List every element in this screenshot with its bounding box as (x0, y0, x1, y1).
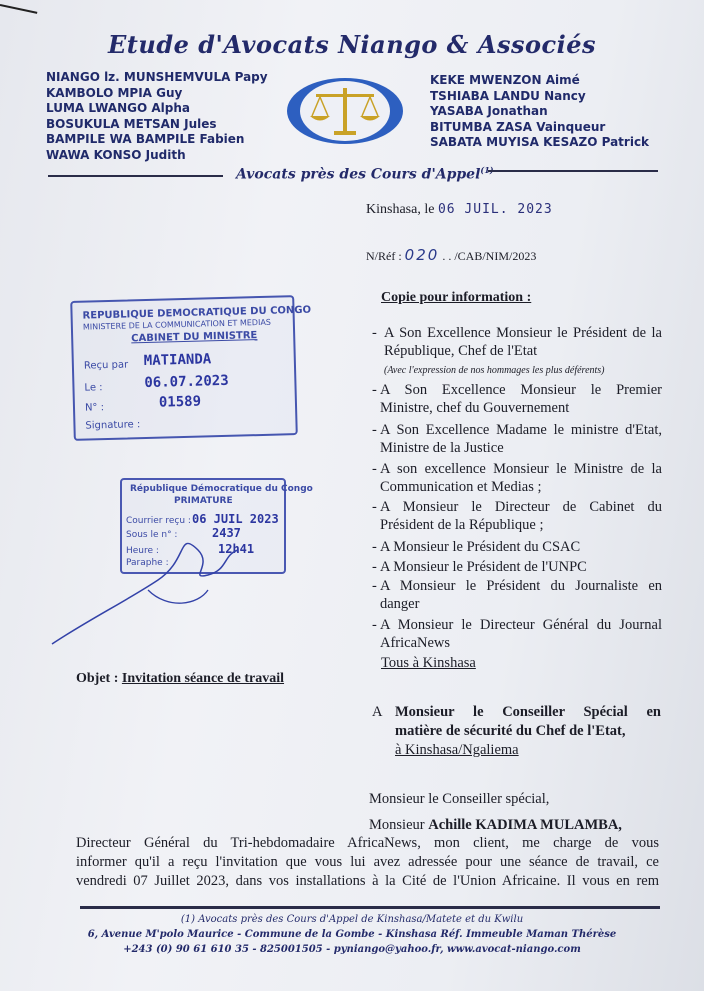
addressee-prefix: A (372, 704, 383, 720)
recipient-item: - A Son Excellence Monsieur le Premier Ministre, chef du Gouvernement (372, 382, 662, 416)
recipient-item: - A Son Excellence Madame le ministre d'Etat, Ministre de la Justice (372, 422, 662, 456)
edge-mark (0, 4, 37, 14)
addressee-line: matière de sécurité du Chef de l'Etat, (395, 723, 626, 739)
body-line-3: informer qu'il a reçu l'invitation que vous lui avez adressée pour une séance de travail, ce (76, 854, 659, 870)
footer-line-2: 6, Avenue M'polo Maurice - Commune de la Gombe - Kinshasa Réf. Immeuble Maman Thérèse (87, 929, 617, 940)
date-line (366, 202, 553, 218)
addressee-line: à Kinshasa/Ngaliema (395, 742, 519, 758)
stamp-sous-label: Sous le n° : (126, 530, 178, 540)
stamp-courrier-label: Courrier reçu : (126, 516, 191, 526)
recipient-text: A Monsieur le Directeur Général du Journal AfricaNews (380, 617, 662, 651)
stamp-recu-value: MATIANDA (143, 351, 212, 370)
partner-name: BAMPILE WA BAMPILE Fabien (46, 132, 245, 146)
stamp-line: REPUBLIQUE DEMOCRATIQUE DU CONGO (82, 304, 312, 322)
client-name: Achille KADIMA MULAMBA, (428, 817, 622, 833)
footer-line-1: (1) Avocats près des Cours d'Appel de Kinshasa/Matete et du Kwilu (180, 914, 524, 925)
salutation: Monsieur le Conseiller spécial, (369, 791, 550, 807)
ref-label: N/Réf : (366, 249, 402, 263)
recipient-text: A Monsieur le Directeur de Cabinet du Président de la République ; (380, 499, 662, 533)
stamp-no-value: 01589 (158, 393, 202, 411)
recipient-item: - A Monsieur le Directeur de Cabinet du Président de la République ; (372, 499, 662, 533)
signature-stroke (48, 520, 248, 650)
partners-left (46, 70, 268, 163)
partner-name: LUMA LWANGO Alpha (46, 101, 190, 115)
firm-name: Etude d'Avocats Niango & Associés (108, 30, 596, 59)
partner-name: BOSUKULA METSAN Jules (46, 116, 217, 131)
recipient-text: A Son Excellence Madame le ministre d'Etat, Ministre de la Justice (380, 422, 662, 456)
stamp-no-label: N° : (84, 402, 105, 414)
stamp-signature-label: Signature : (85, 419, 141, 432)
object-value: Invitation séance de travail (121, 671, 285, 686)
letterhead-rule-left (48, 175, 223, 177)
courts-text: Avocats près des Cours d'Appel (236, 166, 481, 183)
recipient-text: A son excellence Monsieur le Ministre de la Communication et Medias ; (380, 461, 662, 495)
stamp-line: PRIMATURE (174, 496, 233, 506)
recipient-text: A Son Excellence Monsieur le Premier Ministre, chef du Gouvernement (380, 382, 662, 416)
recipient-text: A Son Excellence Monsieur le Président de la République, Chef de l'Etat (384, 325, 662, 359)
partner-name: SABATA MUYISA KESAZO Patrick (430, 135, 650, 149)
recipient-item: - A son excellence Monsieur le Ministre de la Communication et Medias ; (372, 461, 662, 495)
recipient-item: - A Monsieur le Président du CSAC (372, 538, 662, 556)
body-line-4: vendredi 07 Juillet 2023, dans vos installations à la Cité de l'Union Africaine. Il vous en rem (76, 873, 659, 889)
stamp-heure-label: Heure : (126, 546, 159, 556)
stamp-recu-label: Reçu par (83, 359, 129, 372)
courts-line (236, 165, 494, 183)
copy-closing: Tous à Kinshasa (381, 655, 476, 671)
reference-line (366, 246, 536, 264)
copy-heading: Copie pour information : (381, 290, 532, 305)
partner-name: YASABA Jonathan (430, 104, 548, 118)
recipient-item: - A Monsieur le Président de l'UNPC (372, 558, 662, 576)
stamp-heure-value: 12h41 (218, 542, 255, 556)
recipient-note: (Avec l'expression de nos hommages les plus déférents) (384, 365, 605, 376)
courts-note: (1) (480, 165, 494, 175)
place-label: Kinshasa, le (366, 202, 435, 217)
stamp-line: MINISTERE DE LA COMMUNICATION ET MEDIAS (82, 317, 272, 332)
footer-rule (80, 906, 660, 909)
body-line-2: Directeur Général du Tri-hebdomadaire AfricaNews, mon client, me charge de vous (76, 835, 659, 851)
scales-of-justice-icon (286, 76, 404, 146)
recipient-item: - A Son Excellence Monsieur le Président de la République, Chef de l'Etat (Avec l'expression de nos hommages les plus déférents) (372, 325, 662, 376)
recipient-text: A Monsieur le Président de l'UNPC (380, 559, 587, 575)
object-label: Objet : (76, 671, 119, 686)
recipient-text: A Monsieur le Président du Journaliste en danger (380, 578, 662, 612)
stamp-le-label: Le : (84, 382, 103, 394)
partner-name: TSHIABA LANDU Nancy (430, 88, 586, 103)
partner-name: KAMBOLO MPIA Guy (46, 85, 183, 100)
ministry-stamp (70, 295, 312, 441)
partner-name: KEKE MWENZON Aimé (430, 73, 580, 87)
letterhead-rule-right (488, 170, 658, 172)
stamp-paraphe-label: Paraphe : (126, 558, 169, 568)
date-stamp: 06 JUIL. 2023 (437, 202, 553, 217)
stamp-courrier-value: 06 JUIL 2023 (192, 512, 279, 526)
recipient-item: - A Monsieur le Directeur Général du Journal AfricaNews (372, 617, 662, 651)
ref-suffix: . . /CAB/NIM/2023 (442, 249, 537, 263)
body-line-1 (369, 817, 622, 834)
body-lead: Monsieur (369, 817, 425, 833)
stamp-line: CABINET DU MINISTRE (131, 330, 258, 345)
stamp-le-value: 06.07.2023 (144, 372, 229, 392)
recipient-item: - A Monsieur le Président du Journaliste en danger (372, 578, 662, 612)
stamp-sous-value: 2437 (212, 526, 241, 540)
partner-name: WAWA KONSO Judith (46, 147, 186, 162)
partner-name: NIANGO lz. MUNSHEMVULA Papy (46, 70, 268, 84)
ref-number: 020 (404, 246, 440, 264)
addressee-line: Monsieur le Conseiller Spécial en (395, 704, 661, 720)
footer-line-3: +243 (0) 90 61 610 35 - 825001505 - pyniango@yahoo.fr, www.avocat-niango.com (123, 944, 581, 955)
recipient-text: A Monsieur le Président du CSAC (380, 539, 581, 555)
partner-name: BITUMBA ZASA Vainqueur (430, 119, 606, 134)
stamp-line: République Démocratique du Congo (130, 484, 313, 494)
partners-right (430, 73, 649, 151)
object-line (76, 671, 284, 687)
